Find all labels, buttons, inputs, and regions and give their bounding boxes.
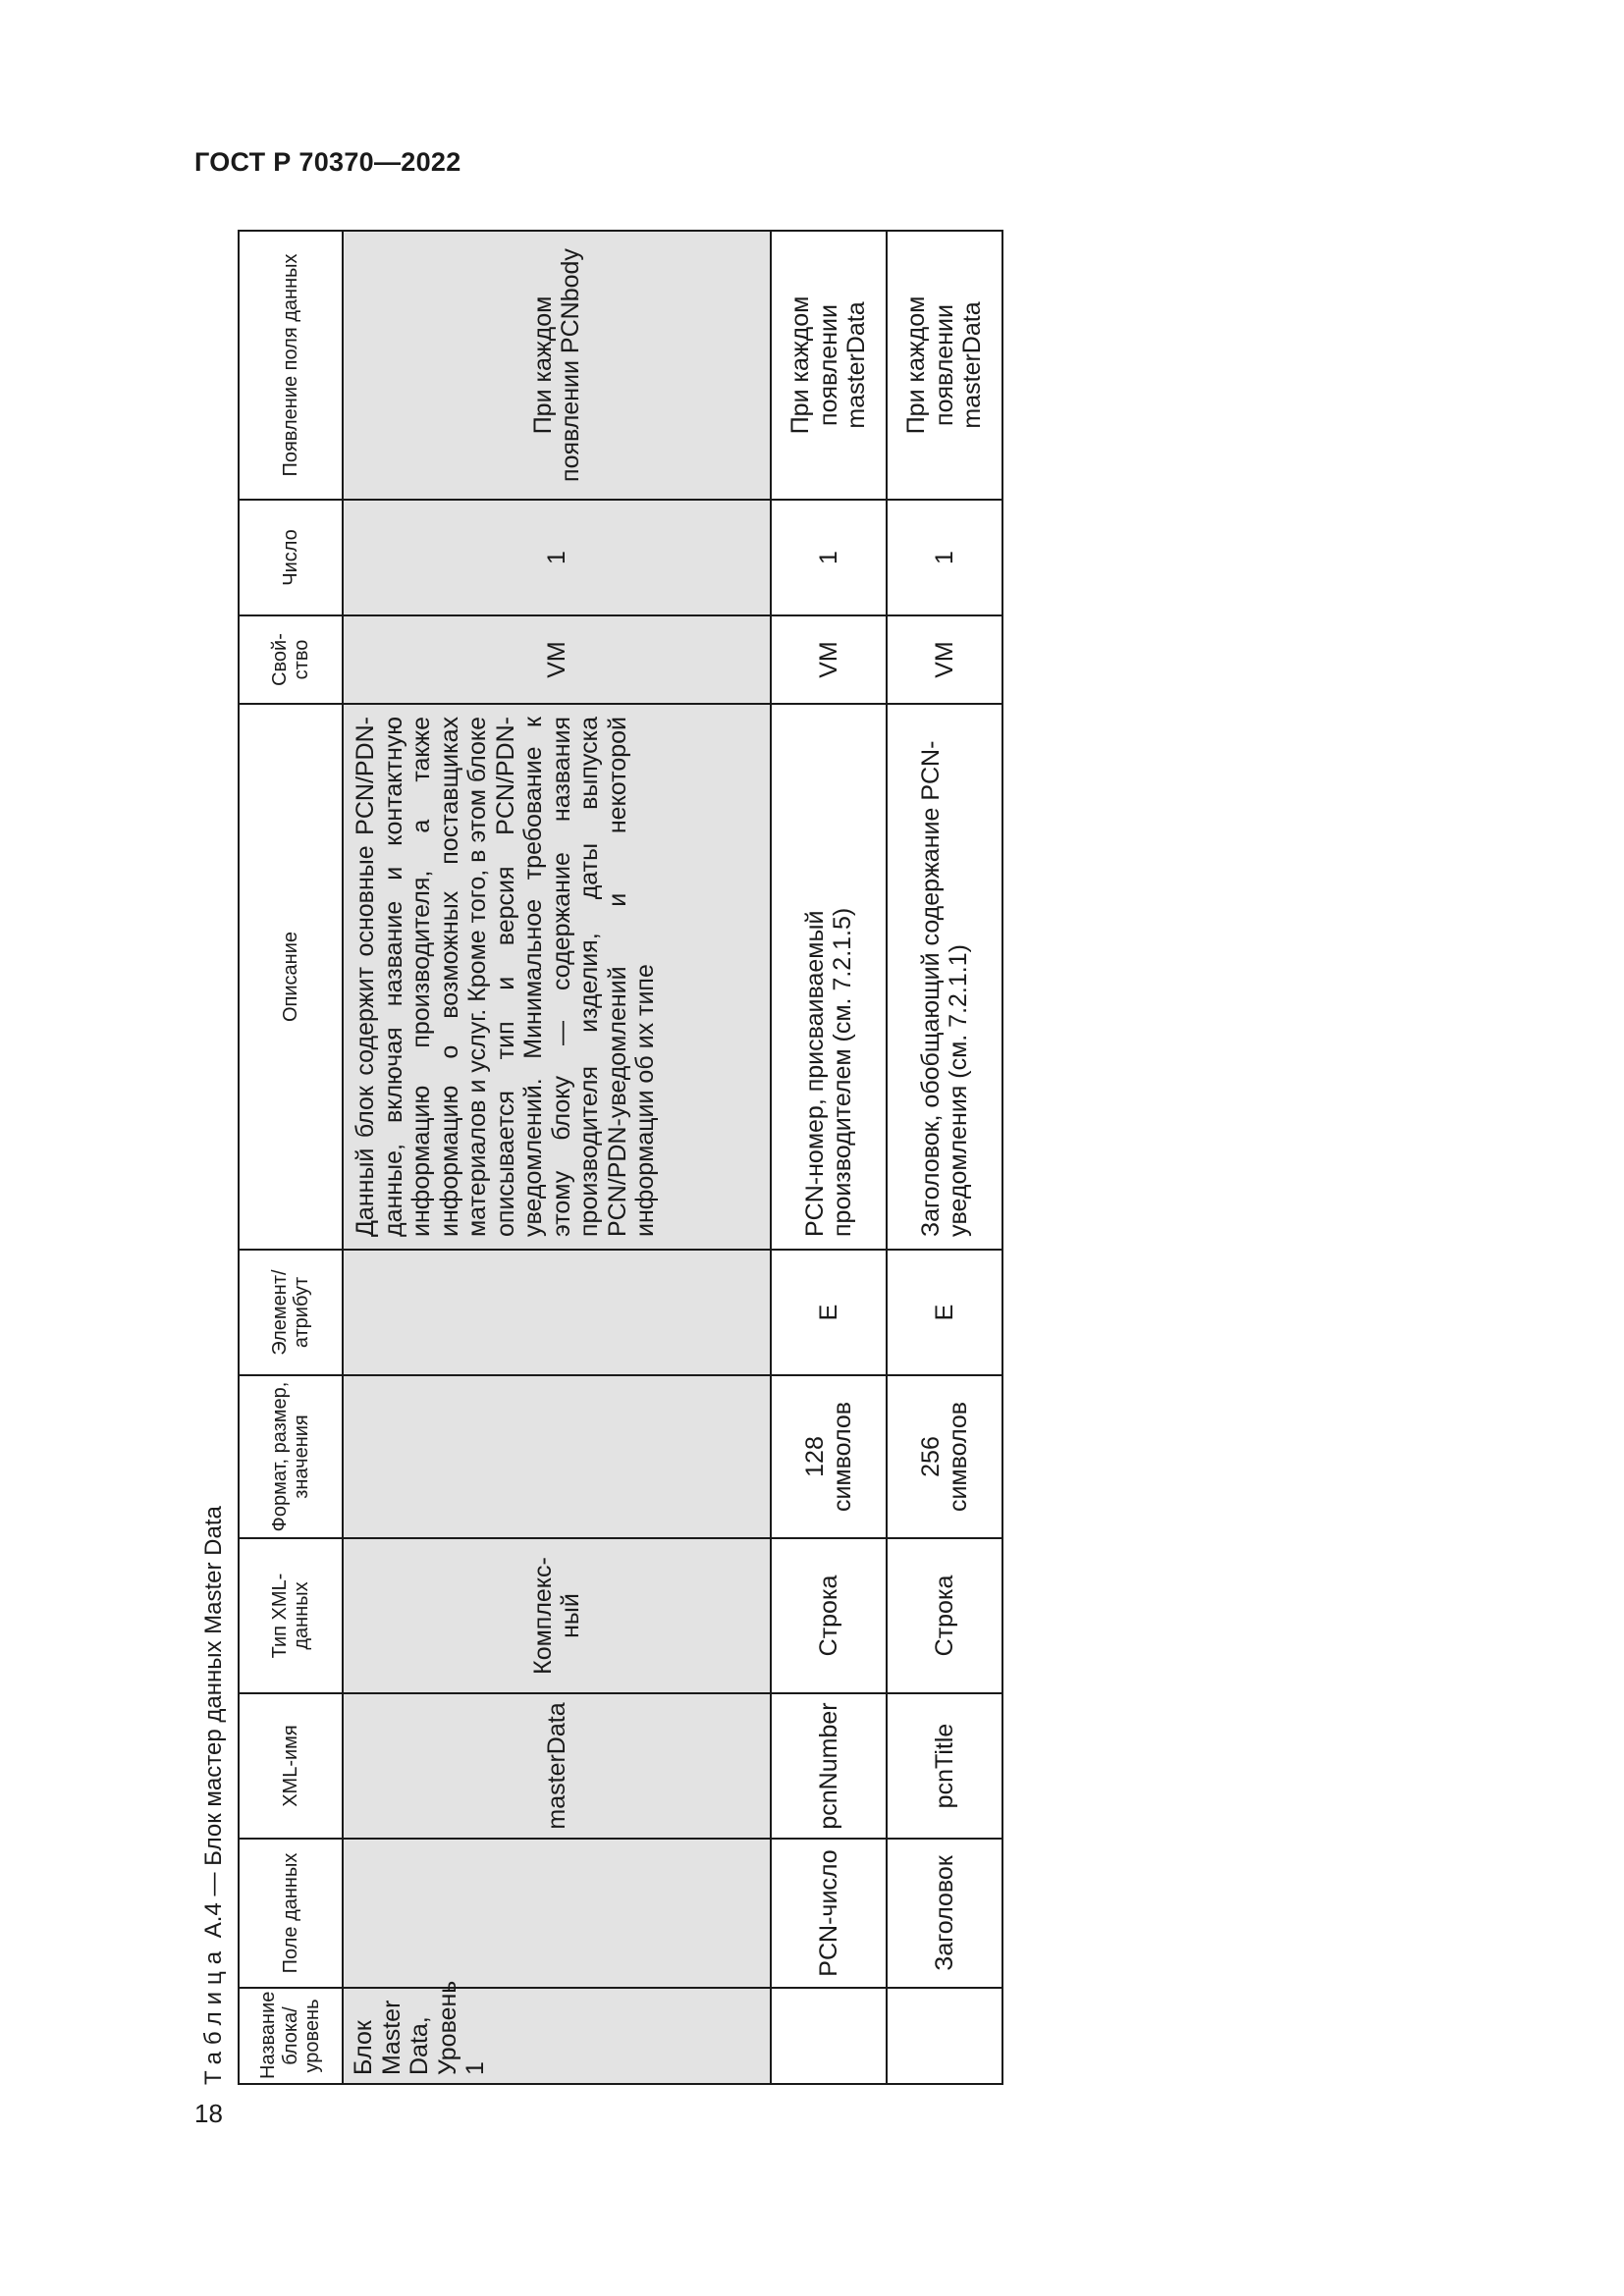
cell-xml-type: Строка	[887, 1538, 1002, 1693]
col-header-count: Число	[239, 500, 343, 615]
col-header-occurrence: Появление поля данных	[239, 231, 343, 500]
cell-xml-name: pcnNumber	[771, 1693, 887, 1839]
table-header-row	[239, 231, 343, 2084]
cell-block	[771, 1988, 887, 2084]
cell-block: Блок Master Data, Уровень 1	[343, 1988, 771, 2084]
cell-property: VM	[887, 615, 1002, 704]
cell-xml-type: Строка	[771, 1538, 887, 1693]
cell-element: E	[887, 1250, 1002, 1375]
cell-field: Заголовок	[887, 1839, 1002, 1988]
cell-property: VM	[771, 615, 887, 704]
cell-element	[343, 1250, 771, 1375]
cell-field: PCN-число	[771, 1839, 887, 1988]
cell-format: 256 символов	[887, 1375, 1002, 1538]
document-header: ГОСТ Р 70370—2022	[194, 147, 461, 177]
cell-field	[343, 1839, 771, 1988]
master-data-table	[238, 230, 1003, 2085]
cell-xml-type: Комплекс-ный	[343, 1538, 771, 1693]
cell-format	[343, 1375, 771, 1538]
col-header-field: Поле данных	[239, 1839, 343, 1988]
cell-property: VM	[343, 615, 771, 704]
table-row	[771, 231, 887, 2084]
cell-occurrence: При каждом появлении masterData	[771, 231, 887, 500]
col-header-format: Формат, размер, значения	[239, 1375, 343, 1538]
col-header-xml-type: Тип XML-данных	[239, 1538, 343, 1693]
cell-description: Данный блок содержит основные PCN/PDN-данные, включая название и контактную информацию производителя, а также информацию о возможных поставщиках материалов и услуг. Кроме того, в этом блоке описывается тип и версия PCN/PDN-уведомлений. Минимальное требование к этому блоку — содержание названия производителя изделия, даты выпуска PCN/PDN-уведомлений и некоторой информации об их типе	[343, 704, 771, 1250]
cell-count: 1	[343, 500, 771, 615]
table-row	[887, 231, 1002, 2084]
cell-format: 128 символов	[771, 1375, 887, 1538]
cell-xml-name: pcnTitle	[887, 1693, 1002, 1839]
col-header-xml-name: XML-имя	[239, 1693, 343, 1839]
cell-count: 1	[887, 500, 1002, 615]
col-header-property: Свой-ство	[239, 615, 343, 704]
col-header-block: Название блока/ уровень	[239, 1988, 343, 2084]
col-header-description: Описание	[239, 704, 343, 1250]
cell-element: E	[771, 1250, 887, 1375]
cell-occurrence: При каждом появлении PCNbody	[343, 231, 771, 500]
caption-prefix: Таблица	[200, 1944, 227, 2085]
cell-description: Заголовок, обобщающий содержание PCN-уведомления (см. 7.2.1.1)	[887, 704, 1002, 1250]
cell-block	[887, 1988, 1002, 2084]
col-header-element: Элемент/ атрибут	[239, 1250, 343, 1375]
cell-occurrence: При каждом появлении masterData	[887, 231, 1002, 500]
rotated-table-block	[194, 230, 1003, 2085]
table-row	[343, 231, 771, 2084]
caption-text: А.4 — Блок мастер данных Master Data	[200, 1506, 227, 1939]
page-number: 18	[194, 2099, 223, 2128]
table-caption	[194, 230, 238, 2085]
cell-description: PCN-номер, присваиваемый производителем (см. 7.2.1.5)	[771, 704, 887, 1250]
cell-xml-name: masterData	[343, 1693, 771, 1839]
cell-count: 1	[771, 500, 887, 615]
